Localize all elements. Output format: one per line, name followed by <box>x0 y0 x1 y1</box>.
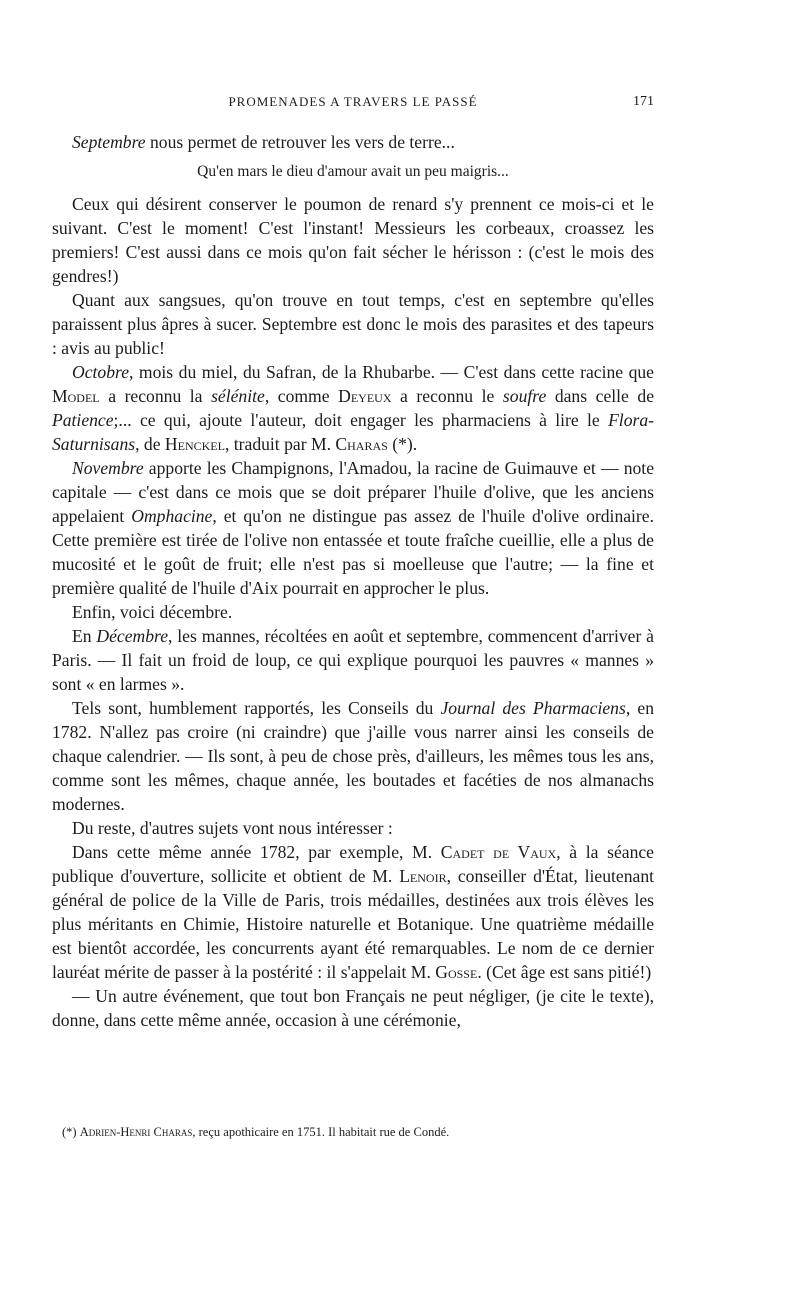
footnote-ref: (*). <box>387 434 418 454</box>
paragraph <box>52 840 654 984</box>
text-run: , mois du miel, du Safran, de la Rhubarbe. — C'est dans cette racine que <box>129 362 654 382</box>
paragraph: Enfin, voici décembre. <box>72 602 233 622</box>
text-run: . (Cet âge est sans pitié!) <box>477 962 652 982</box>
italic-term: soufre <box>502 386 547 406</box>
italic-month: Novembre <box>72 458 144 478</box>
author-name: Lenoir <box>399 866 447 886</box>
text-run: ;... ce qui, ajoute l'auteur, doit engager les pharmaciens à lire le <box>113 410 609 430</box>
text-run: Dans cette même année 1782, par exemple, M. <box>72 842 441 862</box>
text-run: , traduit par M. <box>224 434 336 454</box>
text-run: , les mannes, récoltées en août et septembre, commencent d'arriver à Paris. — Il fait un froid de loup, ce qui explique pourquoi les pauvres « mannes » sont « en larmes ». <box>52 626 654 694</box>
paragraph: — Un autre événement, que tout bon Français ne peut négliger, (je cite le texte), donne, dans cette même année, occasion à une cérémonie, <box>52 986 654 1030</box>
author-name: Charas <box>335 434 388 454</box>
text-run: a reconnu le <box>391 386 503 406</box>
author-name: Adrien-Henri Charas <box>79 1125 193 1139</box>
text-run: , à la séance publique d'ouverture, sollicite et obtient de M. <box>52 842 654 886</box>
paragraph <box>52 624 654 696</box>
text-run: En <box>72 626 97 646</box>
running-header <box>52 94 654 120</box>
italic-term: Omphacine <box>131 506 213 526</box>
text-run: dans celle de <box>546 386 655 406</box>
text-run: nous permet de retrouver les vers de terre... <box>145 132 455 152</box>
author-name: Deyeux <box>338 386 392 406</box>
italic-month: Octobre <box>72 362 129 382</box>
text-run: , comme <box>264 386 339 406</box>
footnote <box>62 1124 622 1140</box>
paragraph <box>52 130 654 154</box>
text-run: , et qu'on ne distingue pas assez de l'huile d'olive ordinaire. Cette première est tirée de l'olive non entassée et toute fraîche cueillie, elle a plus de mucosité et le goût de fruit; elle n'est pas si moelleuse que l'autre; — la fine et première qualité de l'huile d'Aix pourrait en approcher le plus. <box>52 506 654 598</box>
page-body <box>52 130 654 1032</box>
page-number: 171 <box>633 94 654 109</box>
author-name: Henckel <box>164 434 225 454</box>
footnote-marker: (*) <box>62 1125 80 1139</box>
author-name: Gosse <box>435 962 478 982</box>
author-name: Model <box>52 386 100 406</box>
text-run: , en 1782. N'allez pas croire (ni craindre) que j'aille vous narrer ainsi les conseils de chaque calendrier. — Ils sont, à peu de chose près, d'ailleurs, les mêmes tous les ans, comme sont les mêmes, chaque année, les boutades et facéties de nos almanachs modernes. <box>52 698 655 814</box>
italic-month: Septembre <box>72 132 146 152</box>
author-name: Cadet de Vaux <box>440 842 557 862</box>
paragraph <box>52 360 654 456</box>
italic-title: Journal des Pharmaciens <box>440 698 626 718</box>
running-title: PROMENADES A TRAVERS LE PASSÉ <box>228 94 478 109</box>
paragraph: Du reste, d'autres sujets vont nous intéresser : <box>72 818 393 838</box>
text-run: a reconnu la <box>99 386 212 406</box>
text-run: , conseiller d'État, lieutenant général de police de la Ville de Paris, trois médailles, destinées aux trois élèves les plus méritants en Chimie, Histoire naturelle et Botanique. Une quatrième médaille est bientôt accordée, les concurrents ayant été remarquables. Le nom de ce dernier lauréat mérite de passer à la postérité : il s'appelait M. <box>52 866 655 982</box>
italic-term: sélénite <box>211 386 265 406</box>
text-run: , reçu apothicaire en 1751. Il habitait rue de Condé. <box>192 1125 450 1139</box>
text-run: Tels sont, humblement rapportés, les Conseils du <box>72 698 441 718</box>
body-text <box>52 130 654 1032</box>
italic-term: Patience <box>52 410 114 430</box>
paragraph: Quant aux sangsues, qu'on trouve en tout temps, c'est en septembre qu'elles paraissent plus âpres à sucer. Septembre est donc le mois des parasites et des tapeurs : avis au public! <box>52 290 654 358</box>
paragraph: Ceux qui désirent conserver le poumon de renard s'y prennent ce mois-ci et le suivant. C'est le moment! C'est l'instant! Messieurs les corbeaux, croassez les premiers! C'est aussi dans ce mois qu'on fait sécher le hérisson : (c'est le mois des gendres!) <box>52 194 654 286</box>
paragraph <box>52 456 654 600</box>
italic-month: Décembre <box>96 626 169 646</box>
text-run: , de <box>135 434 165 454</box>
text-run: apporte les Champignons, l'Amadou, la racine de Guimauve et — note capitale — c'est dans ce mois que se doit préparer l'huile d'olive, que les anciens appelaient <box>52 458 654 526</box>
italic-title: Flora-Saturnisans <box>52 410 654 454</box>
verse-quote: Qu'en mars le dieu d'amour avait un peu maigris... <box>197 163 509 180</box>
paragraph <box>52 696 654 816</box>
